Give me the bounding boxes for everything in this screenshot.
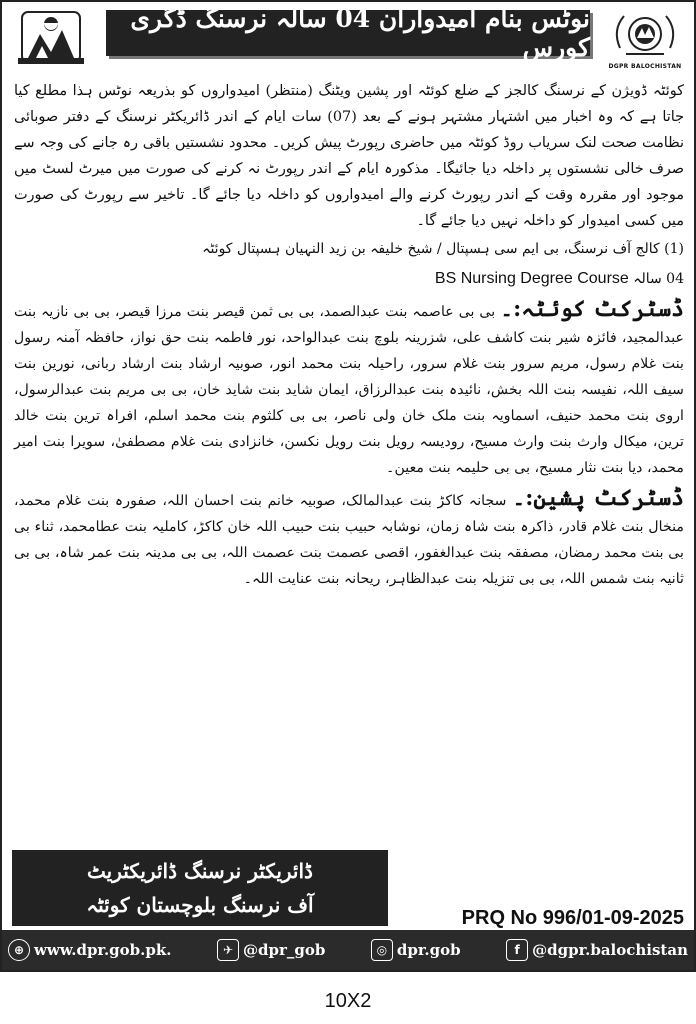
- course-line: [14, 266, 684, 292]
- notice-footer: [12, 850, 684, 930]
- social-twitter[interactable]: [217, 939, 325, 961]
- social-facebook-text: @dgpr.balochistan: [532, 941, 688, 959]
- signature-line-2: آف نرسنگ بلوچستان کوئٹہ: [86, 893, 314, 917]
- signature-line-1: ڈائریکٹر نرسنگ ڈائریکٹریٹ: [87, 859, 313, 883]
- social-instagram[interactable]: [371, 939, 461, 961]
- course-name: BS Nursing Degree Course: [434, 270, 629, 287]
- twitter-icon: ✈: [217, 939, 239, 961]
- instagram-icon: ◎: [371, 939, 393, 961]
- college-line: (1) کالج آف نرسنگ، بی ایم سی ہسپتال / شیخ خلیفہ بن زید النہیان ہسپتال کوئٹہ: [202, 241, 684, 257]
- signature-block: [12, 850, 388, 926]
- ad-size-label: 10X2: [324, 990, 372, 1012]
- notice-body: [14, 78, 684, 592]
- balochistan-emblem-logo: [8, 8, 94, 70]
- notice-title: نوٹس بنام امیدواران 04 سالہ نرسنگ ڈگری کورس: [106, 10, 590, 56]
- district-quetta-heading: ڈسٹرکٹ کوئٹہ:۔: [500, 296, 684, 322]
- social-website-text: www.dpr.gob.pk.: [34, 941, 172, 959]
- social-website[interactable]: [8, 939, 171, 961]
- prq-number: PRQ No 996/01-09-2025: [461, 907, 684, 929]
- notice-paragraph: کوئٹہ ڈویژن کے نرسنگ کالجز کے ضلع کوئٹہ اور پشین ویٹنگ (منتظر) امیدواروں کو بذریعہ نوٹس ہذا مطلع کیا جاتا ہے کہ وہ اخبار میں اشتہار مشتہر ہونے کے بعد (07) سات ایام کے اندر ڈائریکٹر نرسنگ کے دفتر صوبائی نظامت صحت لنک سریاب روڈ کوئٹہ میں حاضری رپورٹ پیش کریں۔ محدود نشستیں باقی رہ جانے کی وجہ سے صرف خالی نشستوں پر داخلہ دیا جائیگا۔ مذکورہ ایام کے اندر رپورٹ نہ کرنے کی صورت میں میرٹ لسٹ میں موجود اور مقررہ وقت کے اندر رپورٹ کرنے والے امیدواروں کو داخلہ دیا جائے گا۔ تاخیر سے رپورٹ کی صورت میں کسی امیدوار کو داخلہ نہیں دیا جائے گا۔: [14, 83, 684, 229]
- district-quetta-names: بی بی عاصمہ بنت عبدالصمد، بی بی ثمن قیصر بنت مرزا قیصر، بی بی نازیہ بنت عبدالمجید، فائزہ شیر بنت کاشف علی، شزرینہ بلوچ بنت عبدالواحد، نور فاطمہ بنت حق نواز، حافظہ آمنہ رسول بنت غلام رسول، مریم سرور بنت غلام سرور، راحیلہ بنت محمد انور، صوبیہ ارشاد بنت ارشاد ربانی، نورین بنت سیف اللہ، نفیسہ بنت اللہ بخش، نائیدہ بنت عبدالرزاق، ایمان شاید بنت شاید خان، بی بی مریم بنت عبدالرسول، اروی بنت محمد حنیف، اسماویہ بنت ملک خان ولی ناصر، بی بی کلثوم بنت محمد اسلم، افراہ ترین بنت خالد ترین، میکال وارث بنت وارث مسیح، رودیسہ رویل بنت رویل نکسن، خانزادی بنت غلام مصطفیٰ، سویرا بنت امیر محمد، دیا بنت نثار مسیح، بی بی حلیمہ بنت معین۔: [14, 304, 684, 476]
- district-quetta: [14, 296, 684, 481]
- social-instagram-text: dpr.gob: [396, 941, 461, 959]
- globe-icon: ⊕: [8, 939, 30, 961]
- course-years: 04 سالہ: [633, 271, 684, 287]
- social-bar: [2, 930, 694, 970]
- district-pishin: [14, 485, 684, 592]
- social-twitter-text: @dpr_gob: [243, 941, 326, 959]
- district-pishin-heading: ڈسٹرکٹ پشین:۔: [512, 485, 685, 511]
- district-pishin-names: سجانہ کاکڑ بنت عبدالمالک، صوبیہ خانم بنت احسان اللہ، صفورہ بنت غلام محمد، منخال بنت غلام قادر، ذاکرہ بنت شاہ زمان، نوشابہ حبیب بنت حبیب اللہ خان کاکڑ، کاملیہ بنت عطامحمد، ثناء بی بی بنت محمد رمضان، مصفقہ بنت عبدالغفور، اقصی عصمت بنت عصمت اللہ، بی بی مدینہ بنت عمر شاہ، بی بی ثانیہ بنت شمس اللہ، بی بی تنزیلہ بنت عبدالظاہر، ریحانہ بنت عنایت اللہ۔: [14, 493, 684, 587]
- header: [2, 2, 694, 76]
- dgpr-logo-caption: DGPR BALOCHISTAN: [608, 63, 682, 70]
- social-facebook[interactable]: [506, 939, 688, 961]
- dgpr-logo: [602, 8, 688, 70]
- facebook-icon: f: [506, 939, 528, 961]
